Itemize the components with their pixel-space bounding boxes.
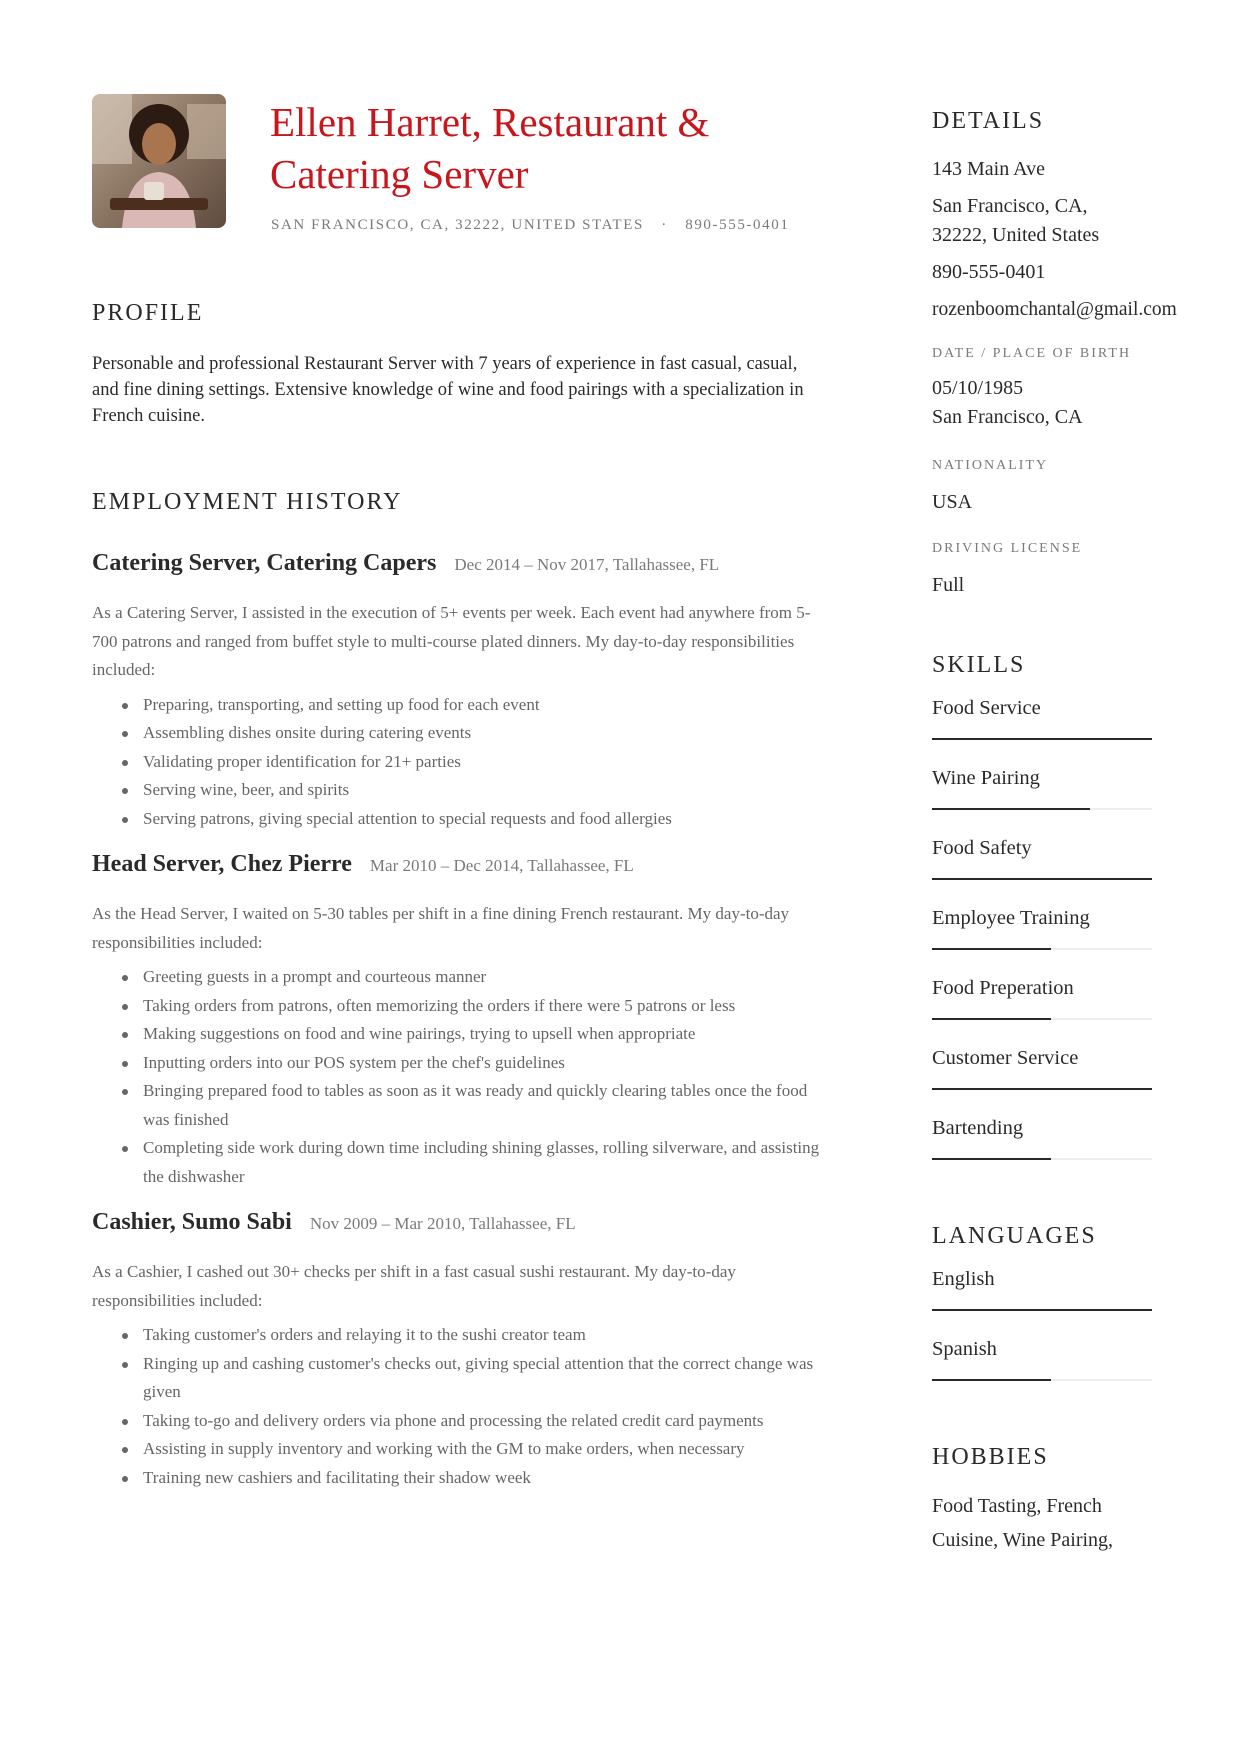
job-dates-location: Dec 2014 – Nov 2017, Tallahassee, FL	[454, 555, 720, 574]
header-contact	[271, 217, 789, 234]
job-description: As a Catering Server, I assisted in the execution of 5+ events per week. Each event had anywhere from 5-700 patrons and ranged from buffet style to multi-course plated dinners. My day-to-day responsibilities included:	[92, 603, 811, 679]
job-title: Head Server, Chez Pierre	[92, 851, 352, 877]
portrait-image	[92, 94, 226, 228]
skill-item	[932, 697, 1232, 767]
job-dates-location: Mar 2010 – Dec 2014, Tallahassee, FL	[369, 856, 634, 875]
skill-name: Food Safety	[932, 837, 1032, 859]
skill-level-bar	[932, 808, 1152, 810]
job-entry	[92, 1209, 852, 1492]
details-email[interactable]: rozenboomchantal@gmail.com	[932, 299, 1177, 320]
nationality-value: USA	[932, 491, 973, 513]
languages-list	[932, 1268, 1232, 1408]
list-item: Validating proper identification for 21+ parties	[92, 748, 837, 777]
candidate-name: Ellen Harret, Restaurant & Catering Server	[270, 99, 710, 197]
job-title: Catering Server, Catering Capers	[92, 550, 437, 576]
license-value: Full	[932, 574, 965, 596]
language-item	[932, 1338, 1232, 1408]
skill-item	[932, 907, 1232, 977]
skill-level-bar	[932, 738, 1152, 740]
skill-item	[932, 1117, 1232, 1187]
skill-item	[932, 837, 1232, 907]
sidebar	[932, 108, 1232, 1557]
main-column	[92, 300, 852, 1492]
skill-name: Bartending	[932, 1117, 1024, 1139]
birth-place: San Francisco, CA	[932, 406, 1083, 428]
language-name: English	[932, 1268, 995, 1290]
details-phone: 890-555-0401	[932, 261, 1046, 283]
skill-level-bar	[932, 1158, 1152, 1160]
language-level-bar	[932, 1379, 1152, 1381]
skill-item	[932, 1047, 1232, 1117]
profile-heading: PROFILE	[92, 300, 204, 326]
license-label: DRIVING LICENSE	[932, 541, 1083, 556]
details-street: 143 Main Ave	[932, 158, 1045, 180]
skill-name: Customer Service	[932, 1047, 1079, 1069]
job-entry	[92, 550, 852, 833]
skill-level-bar	[932, 1018, 1152, 1020]
details-heading: DETAILS	[932, 108, 1045, 134]
list-item: Ringing up and cashing customer's checks out, giving special attention that the correct change was given	[92, 1350, 837, 1407]
job-entry	[92, 851, 852, 1191]
job-responsibilities	[92, 1321, 852, 1492]
skill-level-bar	[932, 1088, 1152, 1090]
list-item: Greeting guests in a prompt and courteous manner	[92, 963, 837, 992]
skills-heading: SKILLS	[932, 652, 1026, 678]
profile-text: Personable and professional Restaurant Server with 7 years of experience in fast casual, casual, and fine dining settings. Extensive knowledge of wine and food pairings with a specialization in French cuisine.	[92, 354, 804, 426]
header-address: SAN FRANCISCO, CA, 32222, UNITED STATES	[271, 217, 644, 233]
nationality-label: NATIONALITY	[932, 458, 1049, 473]
job-description: As the Head Server, I waited on 5-30 tables per shift in a fine dining French restaurant. My day-to-day responsibilities included:	[92, 904, 790, 952]
details-city: San Francisco, CA, 32222, United States	[932, 195, 1100, 246]
language-name: Spanish	[932, 1338, 997, 1360]
job-header	[92, 1209, 852, 1236]
list-item: Preparing, transporting, and setting up food for each event	[92, 691, 837, 720]
employment-heading: EMPLOYMENT HISTORY	[92, 489, 403, 515]
birth-date: 05/10/1985	[932, 377, 1024, 399]
list-item: Taking orders from patrons, often memorizing the orders if there were 5 patrons or less	[92, 992, 837, 1021]
job-header	[92, 851, 852, 878]
header-separator: ·	[661, 217, 668, 233]
list-item: Taking to-go and delivery orders via phone and processing the related credit card payments	[92, 1407, 837, 1436]
list-item: Bringing prepared food to tables as soon as it was ready and quickly clearing tables once the food was finished	[92, 1077, 837, 1134]
profile-photo	[92, 94, 226, 228]
list-item: Making suggestions on food and wine pairings, trying to upsell when appropriate	[92, 1020, 837, 1049]
list-item: Training new cashiers and facilitating their shadow week	[92, 1464, 837, 1493]
list-item: Assisting in supply inventory and working with the GM to make orders, when necessary	[92, 1435, 837, 1464]
list-item: Serving patrons, giving special attention to special requests and food allergies	[92, 805, 837, 834]
skill-item	[932, 767, 1232, 837]
languages-heading: LANGUAGES	[932, 1223, 1097, 1249]
list-item: Taking customer's orders and relaying it to the sushi creator team	[92, 1321, 837, 1350]
birth-label: DATE / PLACE OF BIRTH	[932, 346, 1132, 361]
job-title: Cashier, Sumo Sabi	[92, 1209, 292, 1235]
skill-name: Wine Pairing	[932, 767, 1040, 789]
job-header	[92, 550, 852, 577]
list-item: Completing side work during down time including shining glasses, rolling silverware, and assisting the dishwasher	[92, 1134, 837, 1191]
skill-level-bar	[932, 878, 1152, 880]
job-description: As a Cashier, I cashed out 30+ checks per shift in a fast casual sushi restaurant. My day-to-day responsibilities included:	[92, 1262, 736, 1310]
header-phone: 890-555-0401	[685, 217, 790, 233]
job-dates-location: Nov 2009 – Mar 2010, Tallahassee, FL	[309, 1214, 576, 1233]
language-level-bar	[932, 1309, 1152, 1311]
skill-level-bar	[932, 948, 1152, 950]
language-item	[932, 1268, 1232, 1338]
job-responsibilities	[92, 963, 852, 1191]
list-item: Serving wine, beer, and spirits	[92, 776, 837, 805]
skill-item	[932, 977, 1232, 1047]
skill-name: Employee Training	[932, 907, 1090, 929]
hobbies-heading: HOBBIES	[932, 1444, 1049, 1470]
skill-name: Food Service	[932, 697, 1041, 719]
skill-name: Food Preperation	[932, 977, 1074, 999]
job-responsibilities	[92, 691, 852, 834]
list-item: Inputting orders into our POS system per the chef's guidelines	[92, 1049, 837, 1078]
hobbies-text: Food Tasting, French Cuisine, Wine Pairing,	[932, 1495, 1114, 1551]
skills-list	[932, 697, 1232, 1187]
list-item: Assembling dishes onsite during catering events	[92, 719, 837, 748]
